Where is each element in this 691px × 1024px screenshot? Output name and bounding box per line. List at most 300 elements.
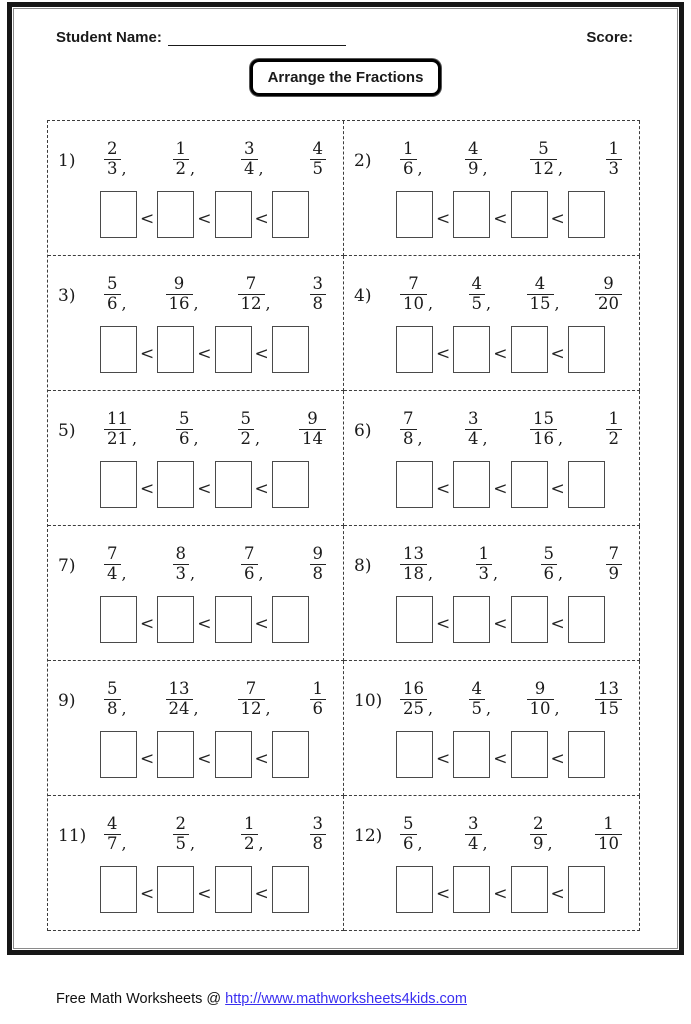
less-than-sign: < [436,748,451,769]
numerator: 5 [107,273,118,293]
fraction-list [104,539,326,589]
fraction [530,815,547,854]
fraction-unit [104,815,127,854]
fraction-unit [173,140,196,179]
numerator: 1 [608,138,619,158]
answer-box[interactable] [511,461,548,508]
less-than-sign: < [493,478,508,499]
numerator: 7 [245,678,257,698]
fraction-unit [400,545,433,584]
denominator: 12 [530,159,557,179]
fraction-list [400,539,622,589]
less-than-sign: < [254,478,269,499]
problem-cell [48,526,344,661]
comma-separator: , [493,563,499,583]
numerator: 4 [471,273,482,293]
less-than-sign: < [550,343,565,364]
numerator: 3 [312,813,323,833]
score-label: Score: [586,29,633,46]
fraction-list [400,809,622,859]
denominator: 8 [310,834,327,854]
less-than-sign: < [436,343,451,364]
fraction-unit [465,815,488,854]
fraction-unit [530,410,563,449]
fraction [173,140,190,179]
fraction-unit [469,680,492,719]
numerator: 9 [307,408,318,428]
denominator: 3 [476,564,493,584]
comma-separator: , [554,698,560,718]
numerator: 5 [543,543,554,563]
comma-separator: , [417,833,423,853]
comma-separator: , [482,158,488,178]
comma-separator: , [482,428,488,448]
fraction [465,815,482,854]
answer-box[interactable] [511,326,548,373]
page-inner-frame [13,8,678,949]
less-than-sign: < [254,613,269,634]
less-than-sign: < [197,748,212,769]
problem-cell [344,256,640,391]
denominator: 5 [173,834,190,854]
fraction-unit [238,275,271,314]
answer-box[interactable] [157,731,194,778]
fraction-unit [606,410,623,449]
denominator: 2 [238,429,255,449]
answer-box[interactable] [568,461,605,508]
denominator: 15 [527,294,554,314]
numerator: 16 [403,678,424,698]
problem-cell [48,256,344,391]
fraction-list [104,809,326,859]
denominator: 8 [104,699,121,719]
problem-cell [48,796,344,931]
less-than-sign: < [254,343,269,364]
less-than-sign: < [436,613,451,634]
problems-grid [47,120,640,931]
comma-separator: , [258,158,264,178]
problem-number: 12) [354,826,383,846]
fraction [469,275,486,314]
fraction [241,815,258,854]
comma-separator: , [132,428,138,448]
less-than-sign: < [140,748,155,769]
denominator: 7 [104,834,121,854]
answer-box[interactable] [272,866,309,913]
denominator: 8 [310,564,327,584]
fraction-unit [173,545,196,584]
numerator: 1 [608,408,619,428]
denominator: 25 [400,699,427,719]
denominator: 2 [606,429,623,449]
problem-body [100,404,332,525]
problem-body [100,809,332,930]
answer-box[interactable] [396,731,433,778]
answer-box[interactable] [157,461,194,508]
fraction-unit [166,680,199,719]
problem-number: 5) [58,421,76,441]
less-than-sign: < [140,343,155,364]
answer-row [396,326,628,373]
comma-separator: , [558,428,564,448]
fraction [310,545,327,584]
fraction [104,140,121,179]
denominator: 6 [400,159,417,179]
denominator: 4 [465,429,482,449]
fraction-unit [400,815,423,854]
problem-number: 6) [354,421,372,441]
answer-box[interactable] [568,596,605,643]
less-than-sign: < [436,883,451,904]
problem-number: 10) [354,691,383,711]
numerator: 2 [107,138,118,158]
comma-separator: , [190,563,196,583]
numerator: 7 [408,273,419,293]
denominator: 4 [104,564,121,584]
less-than-sign: < [197,883,212,904]
answer-box[interactable] [100,326,137,373]
numerator: 5 [538,138,549,158]
fraction [310,140,327,179]
comma-separator: , [121,833,127,853]
numerator: 5 [403,813,414,833]
comma-separator: , [558,158,564,178]
denominator: 21 [104,429,131,449]
fraction-unit [176,410,199,449]
worksheet-header [14,9,677,46]
comma-separator: , [486,698,492,718]
numerator: 13 [598,678,619,698]
denominator: 12 [238,699,265,719]
fraction [310,680,327,719]
numerator: 2 [533,813,544,833]
denominator: 6 [310,699,327,719]
comma-separator: , [121,293,127,313]
denominator: 5 [469,699,486,719]
answer-box[interactable] [100,731,137,778]
denominator: 20 [595,294,622,314]
answer-box[interactable] [568,326,605,373]
answer-row [396,191,628,238]
answer-box[interactable] [396,461,433,508]
fraction-unit [104,680,127,719]
problem-body [100,134,332,255]
less-than-sign: < [493,208,508,229]
numerator: 3 [468,813,479,833]
answer-box[interactable] [568,191,605,238]
fraction [104,815,121,854]
fraction-list [400,134,622,184]
fraction [400,140,417,179]
answer-box[interactable] [215,596,252,643]
answer-box[interactable] [396,866,433,913]
fraction-unit [400,275,433,314]
numerator: 3 [244,138,255,158]
page-border-frame [7,2,684,955]
less-than-sign: < [197,613,212,634]
problem-cell [344,391,640,526]
answer-row [396,596,628,643]
fraction-unit [469,275,492,314]
fraction [241,545,258,584]
denominator: 14 [299,429,326,449]
fraction-unit [400,410,423,449]
fraction-unit [238,410,261,449]
fraction [595,815,622,854]
numerator: 1 [244,813,255,833]
answer-box[interactable] [396,596,433,643]
answer-row [100,596,332,643]
worksheet-footer [56,991,467,1007]
answer-box[interactable] [568,866,605,913]
problem-cell [48,661,344,796]
answer-box[interactable] [157,326,194,373]
comma-separator: , [486,293,492,313]
denominator: 16 [530,429,557,449]
less-than-sign: < [493,343,508,364]
problem-cell [48,391,344,526]
denominator: 16 [166,294,193,314]
fraction-unit [400,140,423,179]
fraction-unit [606,140,623,179]
answer-box[interactable] [272,326,309,373]
less-than-sign: < [197,343,212,364]
denominator: 9 [530,834,547,854]
fraction [238,410,255,449]
less-than-sign: < [140,478,155,499]
fraction [166,275,193,314]
fraction-unit [310,275,327,314]
less-than-sign: < [254,883,269,904]
numerator: 9 [173,273,185,293]
answer-box[interactable] [100,191,137,238]
numerator: 1 [403,138,414,158]
footer-link[interactable]: http://www.mathworksheets4kids.com [225,991,467,1007]
problem-number: 8) [354,556,372,576]
fraction [238,680,265,719]
fraction [541,545,558,584]
fraction [241,140,258,179]
denominator: 2 [173,159,190,179]
worksheet-title: Arrange the Fractions [250,59,442,96]
answer-box[interactable] [453,461,490,508]
answer-box[interactable] [272,461,309,508]
less-than-sign: < [493,883,508,904]
fraction [166,680,193,719]
fraction-list [400,674,622,724]
answer-box[interactable] [453,596,490,643]
problem-body [396,539,628,660]
answer-box[interactable] [272,191,309,238]
problem-number: 7) [58,556,76,576]
problem-number: 4) [354,286,372,306]
less-than-sign: < [550,208,565,229]
fraction-unit [465,410,488,449]
problem-cell [48,121,344,256]
fraction [606,410,623,449]
numerator: 5 [179,408,190,428]
answer-box[interactable] [568,731,605,778]
numerator: 13 [168,678,190,698]
fraction-unit [310,815,327,854]
less-than-sign: < [140,613,155,634]
fraction [400,275,427,314]
numerator: 1 [478,543,489,563]
fraction [595,275,622,314]
answer-box[interactable] [511,596,548,643]
fraction [469,680,486,719]
answer-box[interactable] [272,731,309,778]
fraction-unit [606,545,623,584]
fraction-list [104,404,326,454]
fraction [530,140,557,179]
less-than-sign: < [436,208,451,229]
comma-separator: , [258,563,264,583]
fraction-unit [595,815,622,854]
denominator: 10 [400,294,427,314]
answer-row [396,461,628,508]
fraction-unit [541,545,564,584]
less-than-sign: < [197,208,212,229]
answer-box[interactable] [215,461,252,508]
numerator: 4 [107,813,118,833]
fraction [606,545,623,584]
fraction [606,140,623,179]
less-than-sign: < [254,208,269,229]
answer-box[interactable] [453,326,490,373]
answer-box[interactable] [511,191,548,238]
numerator: 4 [312,138,323,158]
problem-number: 11) [58,826,87,846]
numerator: 15 [533,408,554,428]
numerator: 4 [534,273,546,293]
less-than-sign: < [436,478,451,499]
answer-box[interactable] [100,866,137,913]
less-than-sign: < [254,748,269,769]
fraction [310,815,327,854]
fraction-unit [166,275,199,314]
less-than-sign: < [140,883,155,904]
fraction-list [400,404,622,454]
comma-separator: , [121,158,127,178]
fraction-unit [238,680,271,719]
comma-separator: , [190,833,196,853]
less-than-sign: < [550,478,565,499]
denominator: 12 [238,294,265,314]
denominator: 6 [541,564,558,584]
fraction-unit [476,545,499,584]
denominator: 8 [400,429,417,449]
fraction-unit [527,680,560,719]
fraction-unit [400,680,433,719]
denominator: 9 [606,564,623,584]
answer-box[interactable] [453,731,490,778]
fraction [465,140,482,179]
numerator: 2 [175,813,186,833]
student-name-label: Student Name: [56,29,162,46]
fraction-unit [104,140,127,179]
fraction-unit [104,545,127,584]
comma-separator: , [428,293,434,313]
numerator: 9 [312,543,323,563]
problem-number: 2) [354,151,372,171]
comma-separator: , [258,833,264,853]
comma-separator: , [265,293,271,313]
problem-body [396,809,628,930]
answer-box[interactable] [157,866,194,913]
numerator: 3 [468,408,479,428]
answer-box[interactable] [100,596,137,643]
comma-separator: , [193,428,199,448]
fraction-unit [241,545,264,584]
fraction-list [400,269,622,319]
denominator: 10 [527,699,554,719]
denominator: 3 [173,564,190,584]
comma-separator: , [428,563,434,583]
denominator: 5 [469,294,486,314]
comma-separator: , [190,158,196,178]
fraction-unit [310,545,327,584]
denominator: 4 [241,159,258,179]
comma-separator: , [255,428,261,448]
denominator: 5 [310,159,327,179]
answer-box[interactable] [511,731,548,778]
fraction [104,680,121,719]
denominator: 2 [241,834,258,854]
denominator: 6 [241,564,258,584]
comma-separator: , [193,698,199,718]
answer-box[interactable] [100,461,137,508]
denominator: 18 [400,564,427,584]
less-than-sign: < [550,748,565,769]
fraction [104,410,131,449]
answer-box[interactable] [396,326,433,373]
denominator: 6 [104,294,121,314]
numerator: 9 [534,678,546,698]
numerator: 7 [403,408,414,428]
answer-box[interactable] [215,326,252,373]
numerator: 9 [603,273,614,293]
comma-separator: , [547,833,553,853]
answer-box[interactable] [453,866,490,913]
problem-body [396,134,628,255]
answer-box[interactable] [215,731,252,778]
fraction [530,410,557,449]
answer-row [100,731,332,778]
comma-separator: , [482,833,488,853]
less-than-sign: < [140,208,155,229]
answer-box[interactable] [453,191,490,238]
answer-box[interactable] [272,596,309,643]
answer-row [100,191,332,238]
answer-box[interactable] [511,866,548,913]
fraction [465,410,482,449]
comma-separator: , [554,293,560,313]
problem-body [396,674,628,795]
answer-box[interactable] [157,596,194,643]
denominator: 15 [595,699,622,719]
answer-box[interactable] [157,191,194,238]
numerator: 7 [608,543,619,563]
student-name-blank-line[interactable] [168,31,346,46]
answer-box[interactable] [215,191,252,238]
answer-box[interactable] [215,866,252,913]
numerator: 3 [312,273,323,293]
denominator: 6 [400,834,417,854]
numerator: 7 [245,273,257,293]
answer-box[interactable] [396,191,433,238]
problem-number: 1) [58,151,76,171]
